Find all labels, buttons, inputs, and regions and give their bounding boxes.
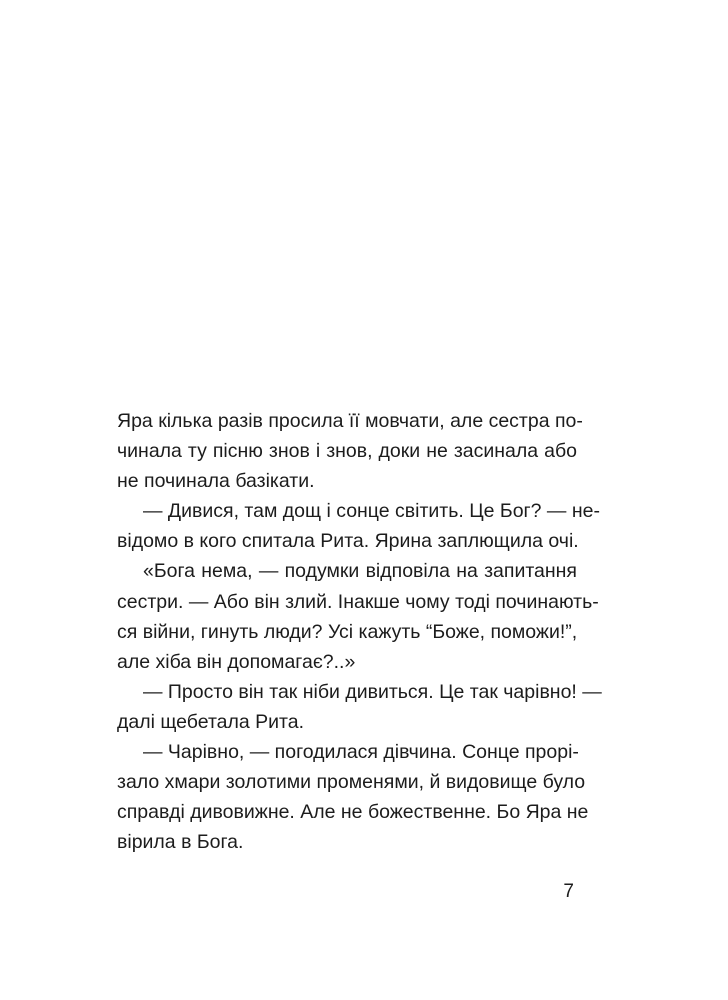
text-line: але хіба він допомагає?..» (117, 650, 356, 673)
text-line: «Бога нема, — подумки відповіла на запитання (143, 560, 577, 583)
text-line: сестри. — Або він злий. Інакше чому тоді починають- (117, 590, 599, 613)
page-number: 7 (563, 881, 574, 902)
text-line: справді дивовижне. Але не божественне. Бо Яра не (117, 801, 589, 824)
text-line: чинала ту пісню знов і знов, доки не засинала або (117, 440, 577, 463)
text-line: ся війни, гинуть люди? Усі кажуть “Боже, поможи!”, (117, 620, 578, 643)
text-line: відомо в кого спитала Рита. Ярина заплющила очі. (117, 530, 579, 553)
text-line: далі щебетала Рита. (117, 710, 305, 733)
text-line: вірила в Бога. (117, 831, 244, 854)
text-line: Яра кілька разів просила її мовчати, але сестра по- (117, 410, 583, 432)
text-line: зало хмари золотими променями, й видовище було (117, 771, 586, 794)
text-line: — Чарівно, — погодилася дівчина. Сонце прорі- (143, 741, 579, 764)
text-line: — Просто він так ніби дивиться. Це так чарівно! — (143, 680, 602, 703)
body-text (117, 406, 602, 857)
text-line: — Дивися, там дощ і сонце світить. Це Бог? — не- (143, 500, 600, 523)
text-line: не починала базікати. (117, 470, 315, 493)
